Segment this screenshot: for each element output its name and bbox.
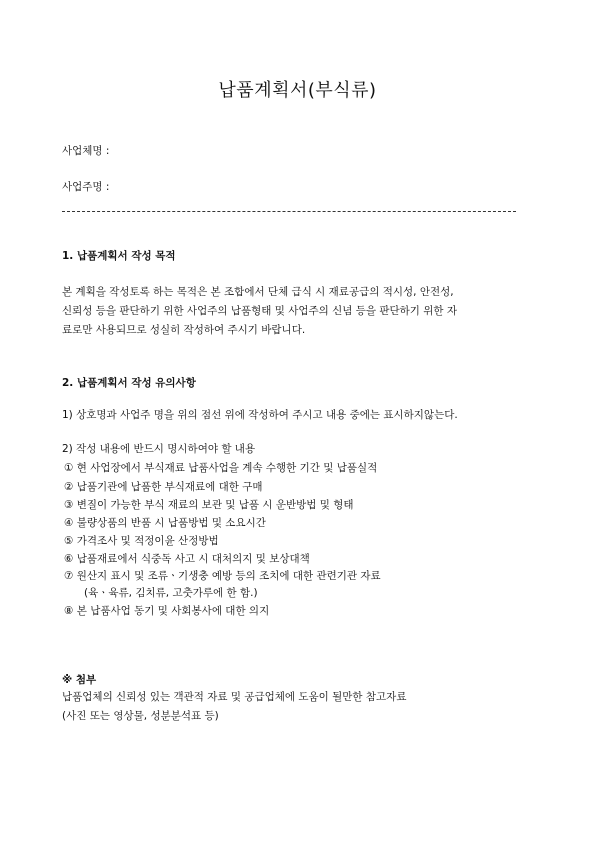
list-item: ⑦ 원산지 표시 및 조류ㆍ기생충 예방 등의 조치에 대한 관련기관 자료 (64, 570, 381, 582)
company-name-label: 사업체명 : (62, 145, 110, 157)
list-item: ① 현 사업장에서 부식재료 납품사업을 계속 수행한 기간 및 납품실적 (64, 462, 378, 474)
section1-body-line: 료로만 사용되므로 성실히 작성하여 주시기 바랍니다. (62, 324, 306, 336)
owner-name-label: 사업주명 : (62, 181, 110, 193)
list-item: ⑧ 본 납품사업 동기 및 사회봉사에 대한 의지 (64, 605, 270, 617)
section1-body-line: 신뢰성 등을 판단하기 위한 사업주의 납품형태 및 사업주의 신념 등을 판단하기 위한 자 (62, 305, 458, 317)
section2-note1: 1) 상호명과 사업주 명을 위의 점선 위에 작성하여 주시고 내용 중에는 표시하지않는다. (62, 409, 458, 421)
document-title: 납품계획서(부식류) (218, 80, 377, 101)
section2-note2-heading: 2) 작성 내용에 반드시 명시하여야 할 내용 (62, 443, 256, 455)
list-item: ⑥ 납품재료에서 식중독 사고 시 대처의지 및 보상대책 (64, 553, 310, 565)
list-item-subnote: (육ㆍ육류, 김치류, 고춧가루에 한 함.) (84, 587, 258, 599)
list-item: ③ 변질이 가능한 부식 재료의 보관 및 납품 시 운반방법 및 형태 (64, 499, 354, 511)
list-item: ② 납품기관에 납품한 부식재료에 대한 구매 (64, 481, 263, 493)
attachment-heading: ※ 첨부 (62, 674, 97, 686)
list-item: ④ 불량상품의 반품 시 납품방법 및 소요시간 (64, 517, 266, 529)
section1-body-line: 본 계획을 작성토록 하는 목적은 본 조합에서 단체 급식 시 재료공급의 적시성, 안전성, (62, 286, 454, 298)
dashed-separator (62, 211, 516, 212)
section1-heading: 1. 납품계획서 작성 목적 (62, 250, 176, 262)
section2-heading: 2. 납품계획서 작성 유의사항 (62, 377, 196, 389)
attachment-line: 납품업체의 신뢰성 있는 객관적 자료 및 공급업체에 도움이 될만한 참고자료 (62, 691, 407, 703)
list-item: ⑤ 가격조사 및 적정이윤 산정방법 (64, 535, 219, 547)
attachment-line: (사진 또는 영상물, 성분분석표 등) (62, 710, 219, 722)
